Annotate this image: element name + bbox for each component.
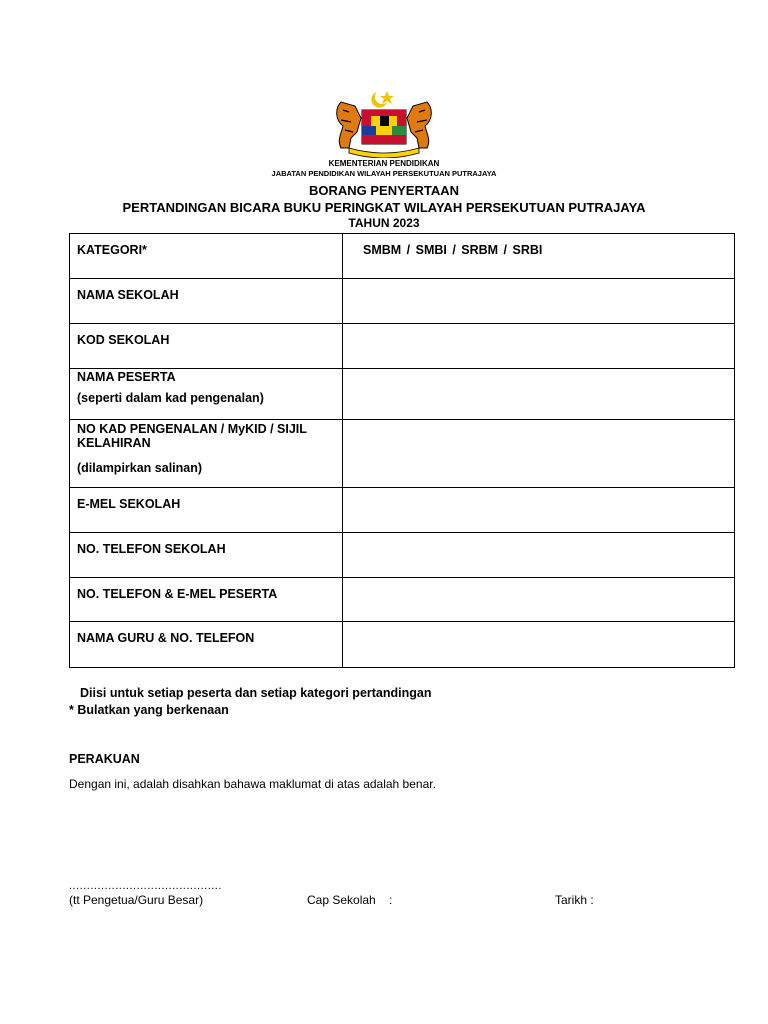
form-label: NAMA SEKOLAH: [70, 279, 343, 324]
form-label-cell: [70, 420, 343, 488]
signature-line: ...........................................: [69, 880, 222, 892]
category-options-text: SMBM / SMBI / SRBM / SRBI: [363, 243, 543, 257]
form-year: TAHUN 2023: [348, 216, 420, 230]
form-label-cell: [70, 369, 343, 420]
declaration-heading: PERAKUAN: [69, 752, 140, 766]
category-options[interactable]: [343, 234, 735, 279]
form-label: NAMA GURU & NO. TELEFON: [70, 622, 343, 668]
form-label: NO. TELEFON & E-MEL PESERTA: [70, 578, 343, 622]
form-label: KOD SEKOLAH: [70, 324, 343, 369]
school-name-field[interactable]: [343, 279, 735, 324]
teacher-field[interactable]: [343, 622, 735, 668]
competition-title: PERTANDINGAN BICARA BUKU PERINGKAT WILAYAH PERSEKUTUAN PUTRAJAYA: [122, 200, 646, 215]
form-row-nama-peserta: [70, 369, 735, 420]
form-row-kod-sekolah: [70, 324, 735, 369]
entry-form-table: [69, 233, 735, 668]
school-stamp-label: Cap Sekolah :: [307, 893, 393, 907]
principal-signature-label: (tt Pengetua/Guru Besar): [69, 893, 204, 907]
form-row-nama-guru: [70, 622, 735, 668]
date-label: Tarikh :: [555, 893, 594, 907]
coat-of-arms-icon: [331, 88, 437, 158]
school-email-field[interactable]: [343, 488, 735, 533]
form-row-telefon-sekolah: [70, 533, 735, 578]
circle-note: * Bulatkan yang berkenaan: [69, 703, 229, 717]
form-label: NAMA PESERTA: [77, 370, 176, 384]
form-label-note: (dilampirkan salinan): [77, 461, 203, 475]
form-row-telefon-peserta: [70, 578, 735, 622]
form-label: NO. TELEFON SEKOLAH: [70, 533, 343, 578]
form-label: KATEGORI*: [70, 234, 343, 279]
ministry-name: KEMENTERIAN PENDIDIKAN: [328, 159, 440, 168]
participant-name-field[interactable]: [343, 369, 735, 420]
school-code-field[interactable]: [343, 324, 735, 369]
participant-contact-field[interactable]: [343, 578, 735, 622]
declaration-text: Dengan ini, adalah disahkan bahawa maklumat di atas adalah benar.: [69, 777, 436, 791]
form-label: NO KAD PENGENALAN / MyKID / SIJIL KELAHIRAN: [77, 422, 307, 450]
id-number-field[interactable]: [343, 420, 735, 488]
form-label: E-MEL SEKOLAH: [70, 488, 343, 533]
form-title: BORANG PENYERTAAN: [309, 183, 459, 198]
form-row-no-kad: [70, 420, 735, 488]
form-row-nama-sekolah: [70, 279, 735, 324]
form-label-note: (seperti dalam kad pengenalan): [77, 391, 264, 405]
department-name: JABATAN PENDIDIKAN WILAYAH PERSEKUTUAN PUTRAJAYA: [271, 169, 497, 178]
form-row-emel-sekolah: [70, 488, 735, 533]
fill-note: Diisi untuk setiap peserta dan setiap kategori pertandingan: [80, 686, 432, 700]
form-row-kategori: [70, 234, 735, 279]
school-phone-field[interactable]: [343, 533, 735, 578]
